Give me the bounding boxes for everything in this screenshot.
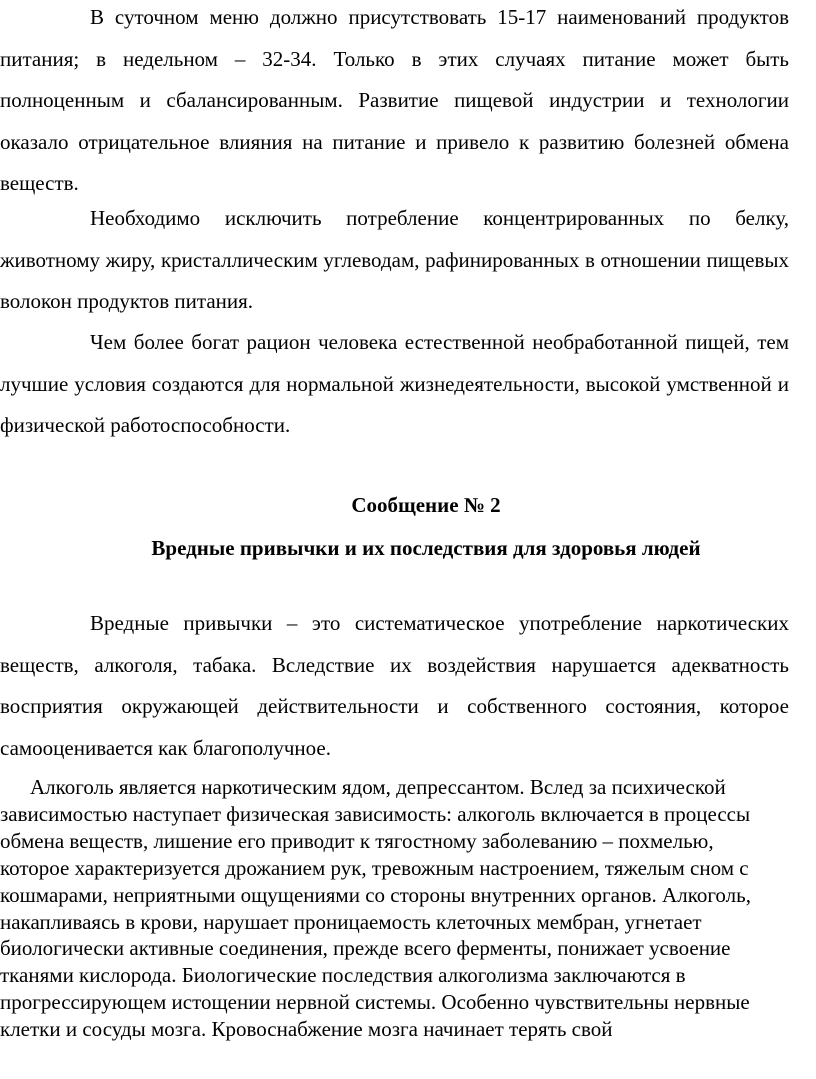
message-number-heading: Сообщение № 2 xyxy=(351,493,501,517)
paragraph-bad-habits: Вредные привычки – это систематическое употребление наркотических веществ, алкоголя, табака. Вследствие их воздействия нарушается адекватность восприятия окружающей действительности и собственного состояния, которое самооценивается как благополучное. xyxy=(0,611,789,760)
paragraph-natural-diet: Чем более богат рацион человека естественной необработанной пищей, тем лучшие условия создаются для нормальной жизнедеятельности, высокой умственной и физической работоспособности. xyxy=(0,330,789,437)
paragraph-exclude-foods: Необходимо исключить потребление концентрированных по белку, животному жиру, кристаллическим углеводам, рафинированных в отношении пищевых волокон продуктов питания. xyxy=(0,206,789,313)
paragraph-alcohol: Алкоголь является наркотическим ядом, депрессантом. Вслед за психической зависимостью наступает физическая зависимость: алкоголь включается в процессы обмена веществ, лишение его приводит к тягостному заболеванию – похмелью, которое характеризуется дрожанием рук, тревожным настроением, тяжелым сном с кошмарами, неприятными ощущениями со стороны внутренних органов. Алкоголь, накапливаясь в крови, нарушает проницаемость клеточных мембран, угнетает биологически активные соединения, прежде всего ферменты, понижает усвоение тканями кислорода. Биологические последствия алкоголизма заключаются в прогрессирующем истощении нервной системы. Особенно чувствительны нервные клетки и сосуды мозга. Кровоснабжение мозга начинает терять свой xyxy=(0,775,751,1042)
paragraph-daily-menu: В суточном меню должно присутствовать 15-17 наименований продуктов питания; в недельном – 32-34. Только в этих случаях питание может быть полноценным и сбалансированным. Развитие пищевой индустрии и технологии оказало отрицательное влияния на питание и привело к развитию болезней обмена веществ. xyxy=(0,5,789,195)
section-title-heading: Вредные привычки и их последствия для здоровья людей xyxy=(151,536,701,560)
